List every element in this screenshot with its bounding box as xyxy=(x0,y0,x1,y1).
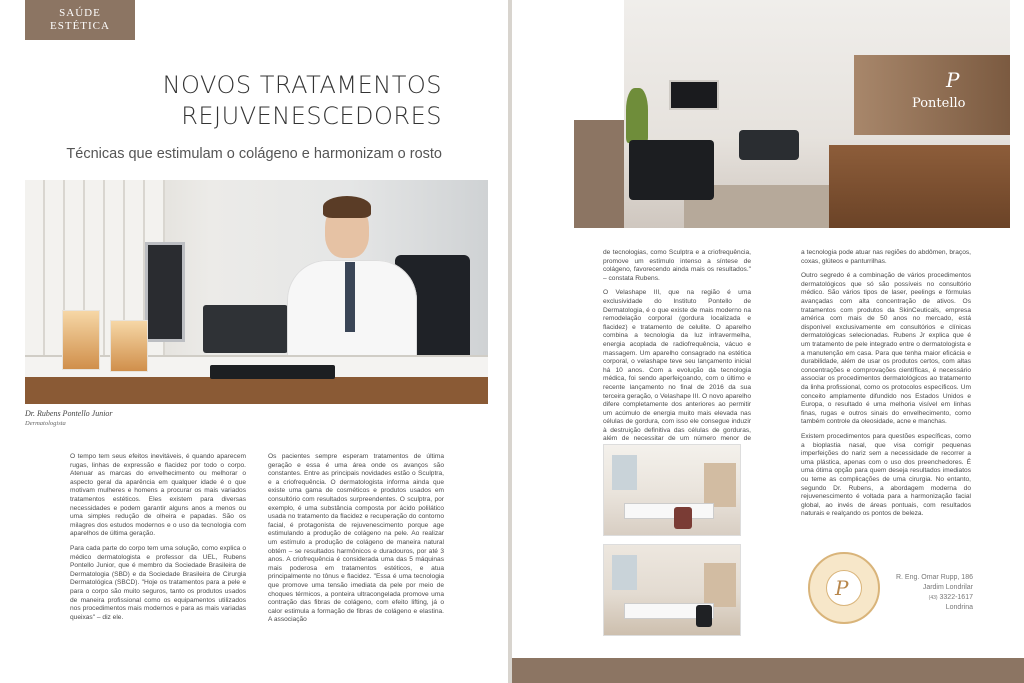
headline-line1: NOVOS TRATAMENTOS xyxy=(162,71,442,99)
institute-seal-logo xyxy=(808,552,880,624)
chair xyxy=(696,605,712,627)
section-tag-line2: ESTÉTICA xyxy=(50,20,110,32)
printer xyxy=(203,305,288,353)
article-column-5 xyxy=(801,433,971,529)
left-page xyxy=(0,0,508,683)
caption-name: Dr. Rubens Pontello Junior xyxy=(25,409,113,418)
paragraph: de tecnologias, como Sculptra e a criofrequência, promove um estímulo intenso a síntese de colágeno, favorecendo ainda mais os resultados." – constata Rubens. xyxy=(603,249,751,282)
shelf xyxy=(704,563,736,607)
window xyxy=(612,455,637,490)
tv-screen xyxy=(669,80,719,110)
window xyxy=(612,555,637,590)
logo-wall xyxy=(854,55,1010,135)
desk-edge xyxy=(25,377,488,404)
reception-counter xyxy=(829,145,1010,228)
address-phone xyxy=(887,593,973,603)
chair xyxy=(674,507,692,529)
accent-block xyxy=(574,120,624,228)
doctor-hair xyxy=(323,196,371,218)
article-column-1 xyxy=(70,453,246,628)
doctor-tie xyxy=(345,262,355,332)
brochure xyxy=(62,310,100,370)
brochure xyxy=(110,320,148,372)
office-photo-1 xyxy=(603,444,741,536)
clinic-sign: Pontello xyxy=(912,96,966,111)
paragraph: Para cada parte do corpo tem uma solução, como explica o médico dermatologista e professor da UEL, Rubens Pontello Junior, que é membro da Sociedade Brasileira de Dermatologia (SBD) e da Sociedade Brasileira de Cirurgia Dermatológica (SBCD). "Hoje os tratamentos para a pele e para o corpo são muito seguros, tanto os produtos usados de maneira profissional como os equipamentos utilizados nos procedimentos mais modernos e para as mais variadas queixas" – diz ele. xyxy=(70,544,246,621)
article-column-3 xyxy=(603,249,751,443)
sofa xyxy=(629,140,714,200)
section-tag-line1: SAÚDE xyxy=(59,7,101,19)
section-tag xyxy=(25,0,135,40)
paragraph: Os pacientes sempre esperam tratamentos de última geração e essa é uma área onde os avanços são constantes. Entre as principais novidades estão o Sculptra, e a criofrequência. O dermatologista informa ainda que existe uma gama de cosméticos e produtos usados em consultório com resultados surpreendentes. O sculptra, por exemplo, é uma substância composta por ácido polilático usada no tratamento da flacidez e recuperação do contorno facial, é protagonista de rejuvenescimento porque age estimulando a produção de colágeno na pele. Ao realizar um estímulo a produção de colágeno de maneira natural obtém – se resultados harmônicos e duradouros, por até 3 anos. A criofrequência é considerada uma das 5 máquinas mais poderosa em tratamentos estéticos, e atua principalmente no tônus e flacidez. "Essa é uma tecnologia que promove uma tensão imediata da pele por meio de choques térmicos, a ponteira ultracongelada promove uma contração das fibras de colágeno, com efeito lifting, já o calor estimula a formação de fibras de colágeno e elastina. A associação xyxy=(268,453,444,624)
bottom-accent-bar xyxy=(512,658,1024,683)
sofa xyxy=(739,130,799,160)
computer-monitor xyxy=(145,242,185,342)
clinic-reception-photo xyxy=(624,0,1010,228)
shelf xyxy=(704,463,736,507)
seal-monogram: P xyxy=(835,576,849,600)
headline-line2: REJUVENESCEDORES xyxy=(181,102,442,130)
address-city: Londrina xyxy=(945,604,973,611)
plant xyxy=(626,88,648,143)
paragraph: Outro segredo é a combinação de vários procedimentos dermatológicos que só são possíveis no consultório médico. São vários tipos de laser, peelings e fórmulas avançadas com alta concentração de ativos. Os tratamentos com produtos da SkinCeuticals, empresa américa com mais de 50 anos no mercado, está disponível exclusivamente em consultórios e clínicas dermatológicas selecionadas. Rubens Jr explica que é um tratamento de pele integrado entre o dermatologista e a manutenção em casa. Para que tenha maior eficácia e durabilidade, além de usar os produtos certos, com altas concentrações e comprovações científicas, é necessário associar os procedimentos dermatológicos ao tratamento da linha profissional, como os protocolos específicos. Um conceito amplamente difundido nos Estados Unidos e Europa, o resultado é uma melhoria visível em linhas finas, rugas e outros sinais do envelhecimento, como também controle da oleosidade, acne e manchas. xyxy=(801,272,971,426)
phone-ddd: (43) xyxy=(928,595,938,601)
paragraph: O tempo tem seus efeitos inevitáveis, é quando aparecem rugas, linhas de expressão e flacidez por todo o corpo. Atenuar as marcas do envelhecimento ou melhorar o aspecto geral da aparência em qualquer idade é o que motivam mulheres e homens a procurar os mais variados tratamentos estéticos. Eles existem para diversas necessidades e podem garantir alguns anos a menos ou uma simples redução de olheira e papadas. São os milagres dos estudos modernos e o uso da tecnologia com aparelhos de última geração. xyxy=(70,453,246,538)
paragraph: a tecnologia pode atuar nas regiões do abdômen, braços, coxas, glúteos e panturrilhas. xyxy=(801,249,971,265)
headline xyxy=(82,70,442,132)
address-block xyxy=(887,573,973,613)
article-column-2 xyxy=(268,453,444,628)
clinic-monogram: P xyxy=(946,68,960,92)
subhead: Técnicas que estimulam o colágeno e harmonizam o rosto xyxy=(66,146,442,162)
address-street: R. Eng. Omar Rupp, 186 xyxy=(895,574,973,581)
paragraph: Existem procedimentos para questões específicas, como a bioplastia nasal, que visa corrigir pequenas imperfeições do nariz sem a necessidade de recorrer a uma plástica, apenas com o uso dos preenchedores. É uma ótima opção para quem deseja resultados imediatos ou teme as complicações de uma cirurgia. No entanto, segundo Dr. Rubens, a abordagem moderna do rejuvenescimento é voltada para a harmonização facial global, ao invés de áreas pontuais, com resultados naturais e realçando os pontos de beleza. xyxy=(801,433,971,518)
paragraph: O Velashape III, que na região é uma exclusividade do Instituto Pontello de Dermatologia, é o que existe de mais moderno na remodelação corporal (gordura localizada e flacidez) e tratamento de celulite. O aparelho combina a tecnologia da luz infravermelha, energia acoplada de radiofrequência, vácuo e massagem. Um aparelho consagrado na estética corporal, o velashape teve seu lançamento inicial há 10 anos. Com a evolução da tecnologia médica, foi sendo aperfeiçoando, com o último e recente lançamento no final de 2016 da sua terceira geração, o Velashape III. O novo aparelho difere completamente dos anteriores ao permitir um acúmulo de energia muito mais elevada nas células de gordura, com isso ele consegue induzir à destruição definitiva das células de gorduras, além de necessitar de um número menor de xyxy=(603,289,751,443)
right-page xyxy=(512,0,1024,683)
doctor-photo xyxy=(25,180,488,404)
desk xyxy=(624,503,714,519)
caption-role: Dermatologista xyxy=(25,420,66,427)
office-photo-2 xyxy=(603,544,741,636)
article-column-4 xyxy=(801,249,971,429)
address-district: Jardim Londrilar xyxy=(922,584,973,591)
keyboard xyxy=(210,365,335,379)
phone-number: 3322-1617 xyxy=(939,594,973,601)
